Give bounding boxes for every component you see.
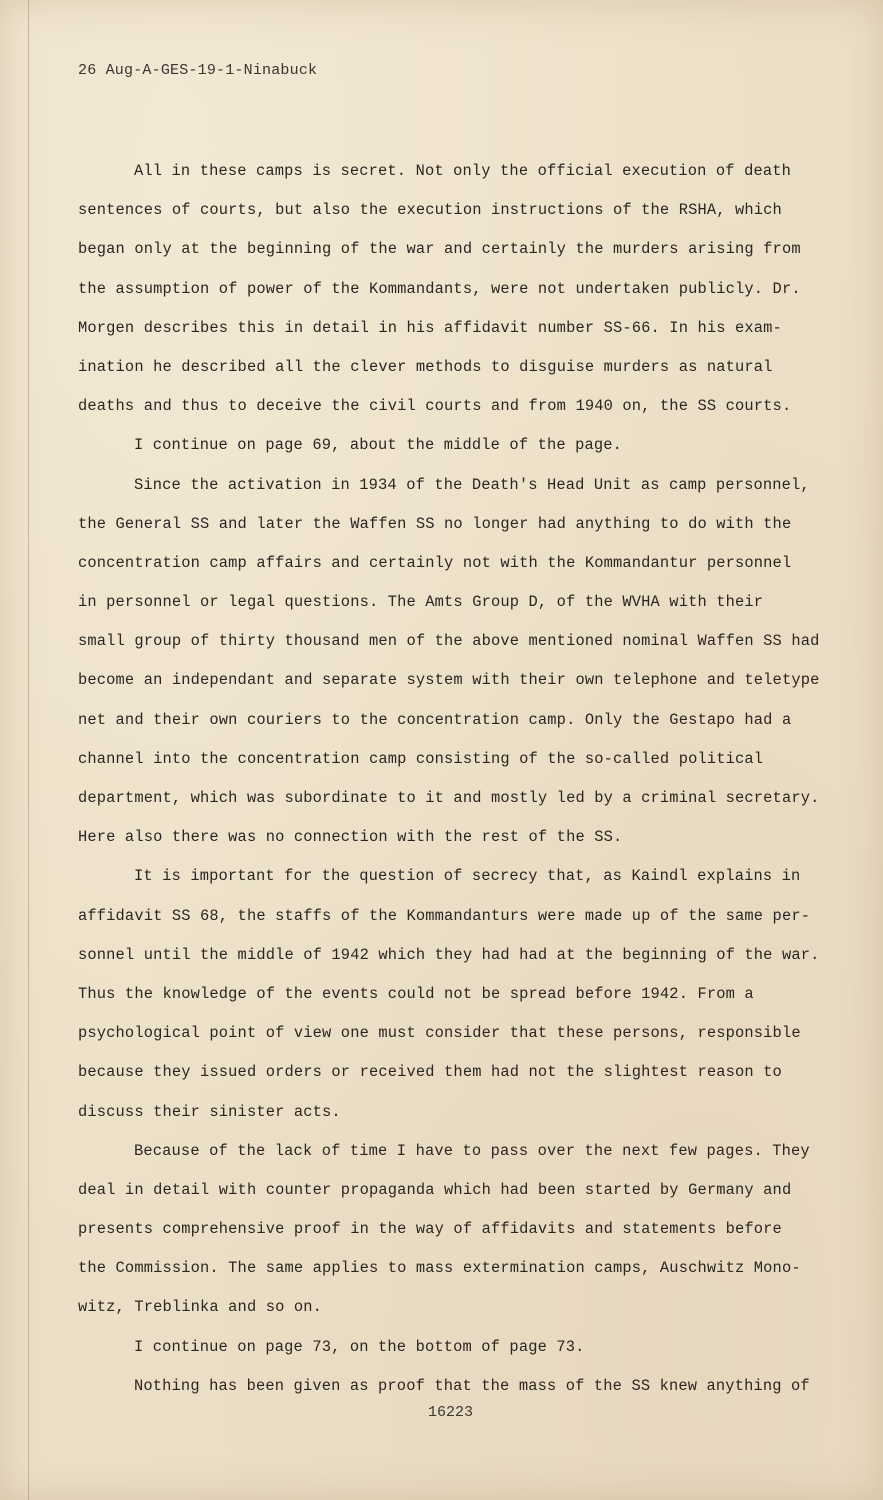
text-line: psychological point of view one must consider that these persons, responsible xyxy=(78,1024,801,1043)
page-edge-mark xyxy=(28,0,29,1500)
text-line: witz, Treblinka and so on. xyxy=(78,1298,323,1317)
text-line: discuss their sinister acts. xyxy=(78,1102,341,1121)
text-line: the assumption of power of the Kommandants, were not undertaken publicly. Dr. xyxy=(78,279,801,298)
text-line: the General SS and later the Waffen SS no longer had anything to do with the xyxy=(78,514,792,533)
text-line: Thus the knowledge of the events could not be spread before 1942. From a xyxy=(78,984,754,1003)
text-line: deal in detail with counter propaganda which had been started by Germany and xyxy=(78,1180,792,1199)
text-line: I continue on page 69, about the middle of the page. xyxy=(134,436,623,455)
text-line: small group of thirty thousand men of the above mentioned nominal Waffen SS had xyxy=(78,632,820,651)
text-line: Morgen describes this in detail in his affidavit number SS-66. In his exam- xyxy=(78,318,782,337)
page-number: 16223 xyxy=(428,1404,474,1421)
text-line: I continue on page 73, on the bottom of page 73. xyxy=(134,1337,585,1356)
text-line: concentration camp affairs and certainly not with the Kommandantur personnel xyxy=(78,553,792,572)
text-line: began only at the beginning of the war and certainly the murders arising from xyxy=(78,240,801,259)
text-line: department, which was subordinate to it and mostly led by a criminal secretary. xyxy=(78,789,820,807)
text-line: presents comprehensive proof in the way of affidavits and statements before xyxy=(78,1220,782,1239)
text-line: channel into the concentration camp consisting of the so-called political xyxy=(78,749,764,768)
text-line: because they issued orders or received them had not the slightest reason to xyxy=(78,1063,782,1082)
text-line: become an independant and separate system with their own telephone and teletype xyxy=(78,671,820,690)
text-line: deaths and thus to deceive the civil courts and from 1940 on, the SS courts. xyxy=(78,397,792,416)
document-body xyxy=(78,152,844,1406)
text-line: net and their own couriers to the concentration camp. Only the Gestapo had a xyxy=(78,710,792,729)
text-line: Nothing has been given as proof that the mass of the SS knew anything of xyxy=(134,1376,810,1395)
text-line: All in these camps is secret. Not only the official execution of death xyxy=(134,162,792,180)
text-line: ination he described all the clever methods to disguise murders as natural xyxy=(78,357,773,376)
text-line: the Commission. The same applies to mass extermination camps, Auschwitz Mono- xyxy=(78,1259,801,1278)
text-line: affidavit SS 68, the staffs of the Kommandanturs were made up of the same per- xyxy=(78,906,811,925)
text-line: sonnel until the middle of 1942 which they had had at the beginning of the war. xyxy=(78,945,820,964)
text-line: Because of the lack of time I have to pass over the next few pages. They xyxy=(134,1141,810,1160)
text-line: in personnel or legal questions. The Amts Group D, of the WVHA with their xyxy=(78,593,764,612)
text-line: Here also there was no connection with the rest of the SS. xyxy=(78,828,623,847)
document-header: 26 Aug-A-GES-19-1-Ninabuck xyxy=(78,62,318,79)
text-line: It is important for the question of secrecy that, as Kaindl explains in xyxy=(134,867,801,886)
text-line: sentences of courts, but also the execution instructions of the RSHA, which xyxy=(78,201,782,220)
text-line: Since the activation in 1934 of the Death's Head Unit as camp personnel, xyxy=(134,475,810,494)
